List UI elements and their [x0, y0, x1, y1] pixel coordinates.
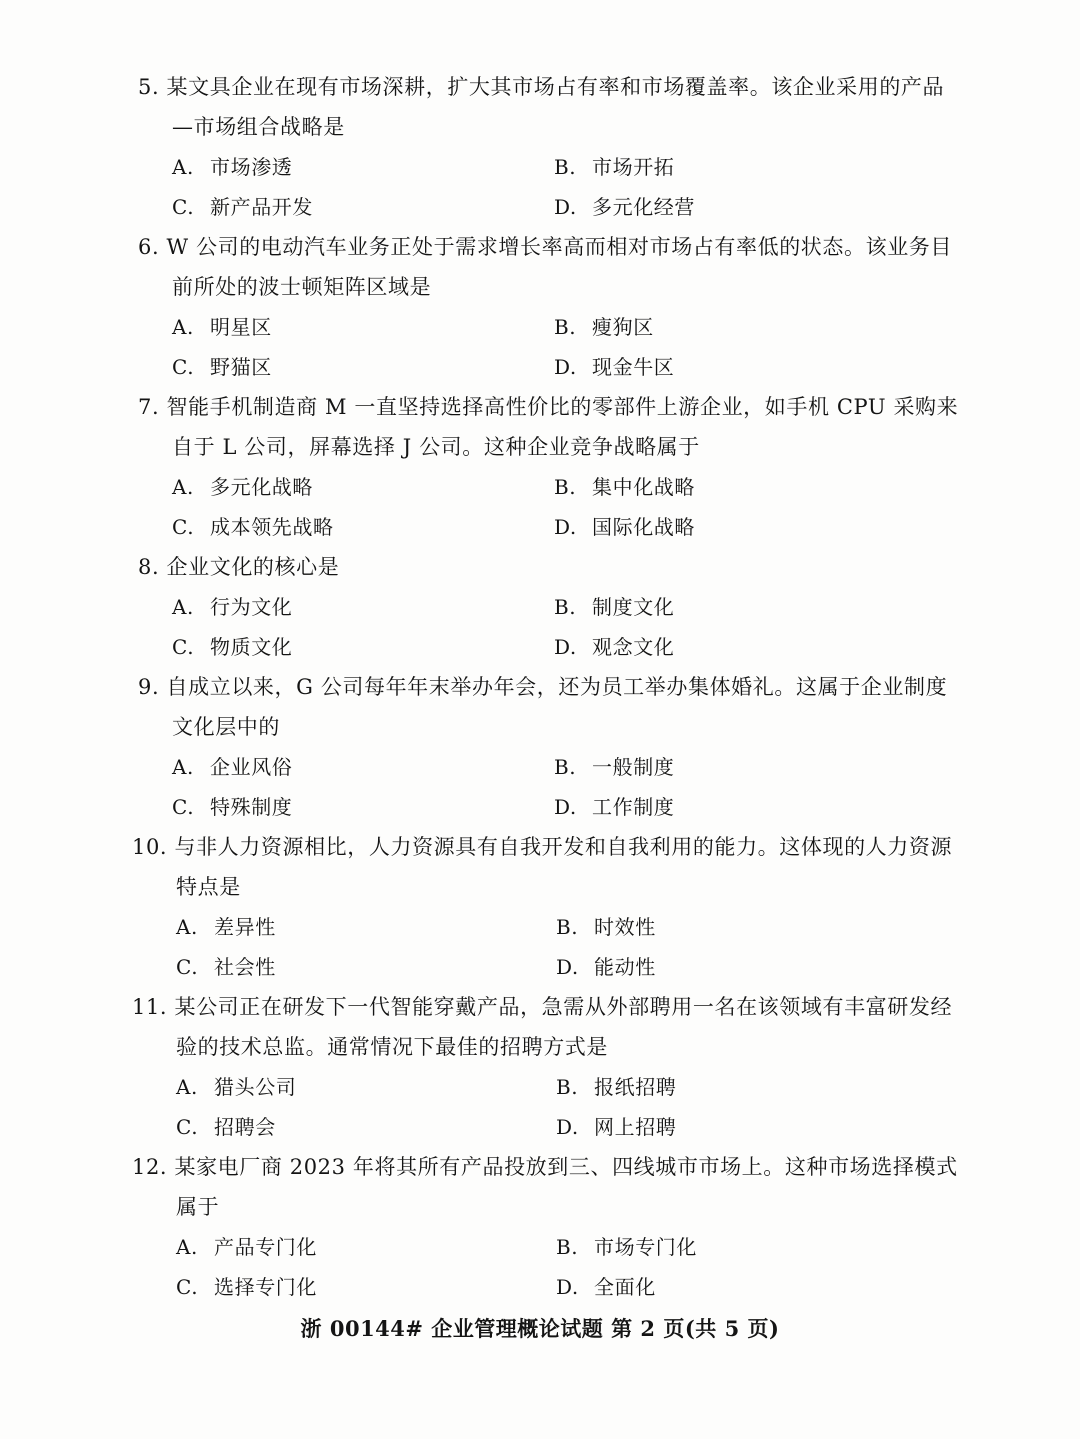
question-11-line-1	[132, 994, 952, 1020]
question-11-line-2: 验的技术总监。通常情况下最佳的招聘方式是	[176, 1035, 608, 1059]
option-c: C. 选择专门化	[176, 1275, 317, 1299]
option-a: A. 多元化战略	[172, 475, 313, 499]
option-d: D. 多元化经营	[554, 195, 695, 219]
question-5-line-2: —市场组合战略是	[172, 115, 345, 139]
question-stem: 智能手机制造商 M 一直坚持选择高性价比的零部件上游企业，如手机 CPU 采购来	[166, 395, 959, 419]
question-stem: 某公司正在研发下一代智能穿戴产品，急需从外部聘用一名在该领域有丰富研发经	[174, 995, 953, 1019]
option-a: A. 市场渗透	[172, 155, 293, 179]
option-d: D. 全面化	[556, 1275, 656, 1299]
option-b: B. 市场开拓	[554, 155, 675, 179]
question-9-line-2: 文化层中的	[172, 715, 280, 739]
question-12-line-1	[132, 1154, 958, 1180]
option-a: A. 企业风俗	[172, 755, 293, 779]
question-stem: 与非人力资源相比，人力资源具有自我开发和自我利用的能力。这体现的人力资源	[174, 835, 953, 859]
question-stem: 某家电厂商 2023 年将其所有产品投放到三、四线城市市场上。这种市场选择模式	[174, 1155, 958, 1179]
option-b: B. 集中化战略	[554, 475, 695, 499]
question-7-line-2: 自于 L 公司，屏幕选择 J 公司。这种企业竞争战略属于	[172, 435, 700, 459]
option-c: C. 新产品开发	[172, 195, 313, 219]
question-number: 10.	[132, 835, 168, 859]
question-10-line-2: 特点是	[176, 875, 241, 899]
option-a: A. 明星区	[172, 315, 272, 339]
question-stem: 企业文化的核心是	[166, 555, 340, 579]
question-stem: 某文具企业在现有市场深耕，扩大其市场占有率和市场覆盖率。该企业采用的产品	[166, 75, 945, 99]
question-6-line-2: 前所处的波士顿矩阵区域是	[172, 275, 432, 299]
option-d: D. 国际化战略	[554, 515, 695, 539]
option-d: D. 网上招聘	[556, 1115, 677, 1139]
option-c: C. 成本领先战略	[172, 515, 334, 539]
question-stem: 自成立以来，G 公司每年年末举办年会，还为员工举办集体婚礼。这属于企业制度	[166, 675, 948, 699]
option-b: B. 报纸招聘	[556, 1075, 677, 1099]
option-b: B. 时效性	[556, 915, 656, 939]
question-number: 6.	[138, 235, 160, 259]
option-b: B. 一般制度	[554, 755, 675, 779]
question-9-line-1	[138, 674, 947, 700]
question-stem: W 公司的电动汽车业务正处于需求增长率高而相对市场占有率低的状态。该业务目	[166, 235, 952, 259]
option-a: A. 行为文化	[172, 595, 293, 619]
option-c: C. 物质文化	[172, 635, 293, 659]
option-b: B. 制度文化	[554, 595, 675, 619]
option-d: D. 工作制度	[554, 795, 675, 819]
option-a: A. 产品专门化	[176, 1235, 317, 1259]
question-8-line-1	[138, 554, 339, 580]
page-footer: 浙 00144# 企业管理概论试题 第 2 页(共 5 页)	[300, 1316, 780, 1341]
option-c: C. 招聘会	[176, 1115, 276, 1139]
option-a: A. 猎头公司	[176, 1075, 297, 1099]
question-6-line-1	[138, 234, 952, 260]
option-b: B. 市场专门化	[556, 1235, 697, 1259]
option-a: A. 差异性	[176, 915, 276, 939]
option-d: D. 能动性	[556, 955, 656, 979]
question-number: 8.	[138, 555, 160, 579]
question-7-line-1	[138, 394, 958, 420]
question-10-line-1	[132, 834, 952, 860]
question-12-line-2: 属于	[176, 1195, 220, 1219]
option-d: D. 现金牛区	[554, 355, 675, 379]
question-number: 5.	[138, 75, 160, 99]
question-number: 11.	[132, 995, 168, 1019]
option-c: C. 野猫区	[172, 355, 272, 379]
question-5-line-1	[138, 74, 944, 100]
question-number: 12.	[132, 1155, 168, 1179]
option-c: C. 社会性	[176, 955, 276, 979]
option-c: C. 特殊制度	[172, 795, 293, 819]
question-number: 9.	[138, 675, 160, 699]
option-b: B. 瘦狗区	[554, 315, 654, 339]
option-d: D. 观念文化	[554, 635, 675, 659]
question-number: 7.	[138, 395, 160, 419]
